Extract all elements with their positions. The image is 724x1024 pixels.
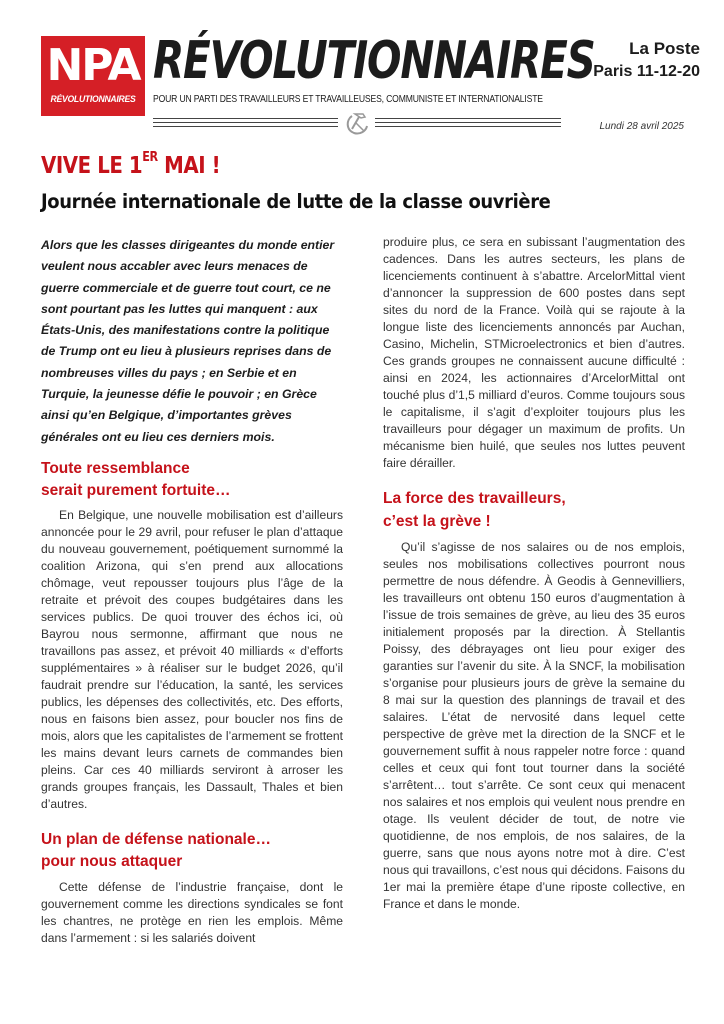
section-2-body: Cette défense de l’industrie française, dont le gouvernement comme les directions syndicales se font les chantres, ne protège en rien les emplois. Même dans l’armement : si les salariés doivent [41,879,343,945]
section-3-title-line1: La force des travailleurs, [383,490,566,507]
page-title [41,151,220,181]
section-2-title-line2: pour nous attaquer [41,853,183,871]
masthead [153,31,595,105]
masthead-rule [153,113,563,133]
edition-location [593,38,700,84]
section-1-title-line2: serait purement fortuite… [41,482,231,500]
section-2-body-continued: produire plus, ce sera en subissant l’augmentation des cadences. Dans les autres secteurs, les plans de licenciements continuent à s’abattre. ArcelorMittal vient d’annoncer la suppression de 600 postes dans sept sites du nord de la France. Voilà qui se rajoute à la longue liste des licenciements annoncés par Auchan, Casino, Michelin, STMicroelectronics et bien d’autres. Ces grands groupes ne connaissent aucune difficulté : ainsi en 2024, les actionnaires d’ArcelorMittal ont touché plus d’1,5 milliard d’euros. Comme toujours sous le capitalisme, il s’agit d’exploiter toujours plus les travailleurs pour dégager un maximum de profits. Un mécanisme bien huilé, que seules nos luttes peuvent faire dérailler. [383,235,685,470]
section-3-body: Qu’il s’agisse de nos salaires ou de nos emplois, seules nos mobilisations collectives pourront nous permettre de nous défendre. À Geodis à Gennevilliers, les travailleurs ont obtenu 150 euros d’augmentation à l’issue de trois semaines de grève, au lieu des 35 euros initialement proposés par la direction. À Stellantis Poissy, des débrayages ont lieu pour exiger des garanties sur l’avenir du site. À la SNCF, la mobilisation s’organise pour plusieurs jours de grève la semaine du 8 mai sur la question des plannings de travail et des salaires. L’état de nervosité dans lequel cette perspective de grève met la direction de la SNCF et le gouvernement suffit à nous rappeler notre force : quand celles et ceux qui font tout tourner dans la société s’arrêtent… tout s’arrête. Ce sont ceux qui menacent nos salaires et nos emplois qui veulent nous prendre en otage. Ils veulent décider de tout, de notre vie quotidienne, de nos emplois, de nos salaires, de la guerre, sans que nous ayons notre mot à dire. C’est nous qui travaillons, c’est nous qui décidons. Faisons du 1er mai la première étape d’une riposte collective, en France et dans le monde. [383,540,685,911]
masthead-title: RÉVOLUTIONNAIRES [153,31,595,91]
rule-left [153,118,338,127]
section-2-title [41,829,343,874]
section-3-title [383,488,685,533]
column-right [383,234,685,913]
masthead-tagline: POUR UN PARTI DES TRAVAILLEURS ET TRAVAILLEUSES, COMMUNISTE ET INTERNATIONALISTE [153,93,543,105]
section-1-body: En Belgique, une nouvelle mobilisation est d’ailleurs annoncée pour le 29 avril, pour refuser le plan d’attaque du nouveau gouvernement, poétiquement surnommé la coalition Arizona, qui s’en prend aux allocations chômage, veut repousser toujours plus l’âge de la retraite et prévoit des coupes budgétaires dans les services publics. De quoi trouver des échos ici, où Bayrou nous sermonne, affirmant que nous ne travaillons pas assez, et prévoit 40 milliards « d’efforts supplémentaires » à réaliser sur le budget 2026, qu’il faudrait prendre sur l’éducation, la santé, les services publics, les dépenses des collectivités, etc. Des efforts, nous en faisons bien assez, pour boucler nos fins de mois, alors que les capitalistes de l’armement se frottent les mains devant leurs carnets de commandes bien pleins. Car ces 40 milliards serviront à arroser les grands groupes français, les Dassault, Thales et bien d’autres. [41,507,343,811]
section-1-title [41,458,343,503]
column-left [41,235,343,947]
section-3-title-line2: c’est la grève ! [383,512,491,530]
location-workplace: La Poste [629,39,700,58]
section-2-title-line1: Un plan de défense nationale… [41,830,271,848]
hammer-sickle-icon [343,110,371,136]
location-city: Paris 11-12-20 [593,63,700,80]
logo-subtitle: RÉVOLUTIONNAIRES [50,94,136,105]
headline-prefix: VIVE LE 1 [41,153,143,179]
npa-logo [41,36,145,116]
intro-paragraph: Alors que les classes dirigeantes du monde entier veulent nous accabler avec leurs menaces de guerre commerciale et de guerre tout court, ce ne sont pourtant pas les luttes qui manquent : aux États-Unis, des manifestations contre la politique de Trump ont eu lieu à plusieurs reprises dans de nombreuses villes du pays ; en Serbie et en Turquie, la jeunesse défie le pouvoir ; en Grèce ainsi qu’en Belgique, d’importantes grèves générales ont eu lieu ces derniers mois. [41,238,335,444]
issue-date: Lundi 28 avril 2025 [599,121,684,132]
section-1-title-line1: Toute ressemblance [41,459,190,477]
page-subtitle: Journée internationale de lutte de la classe ouvrière [41,190,551,213]
headline-superscript: ER [142,150,158,165]
rule-right [375,118,561,127]
headline-suffix: MAI ! [157,153,221,179]
logo-acronym: NPA [46,40,140,91]
